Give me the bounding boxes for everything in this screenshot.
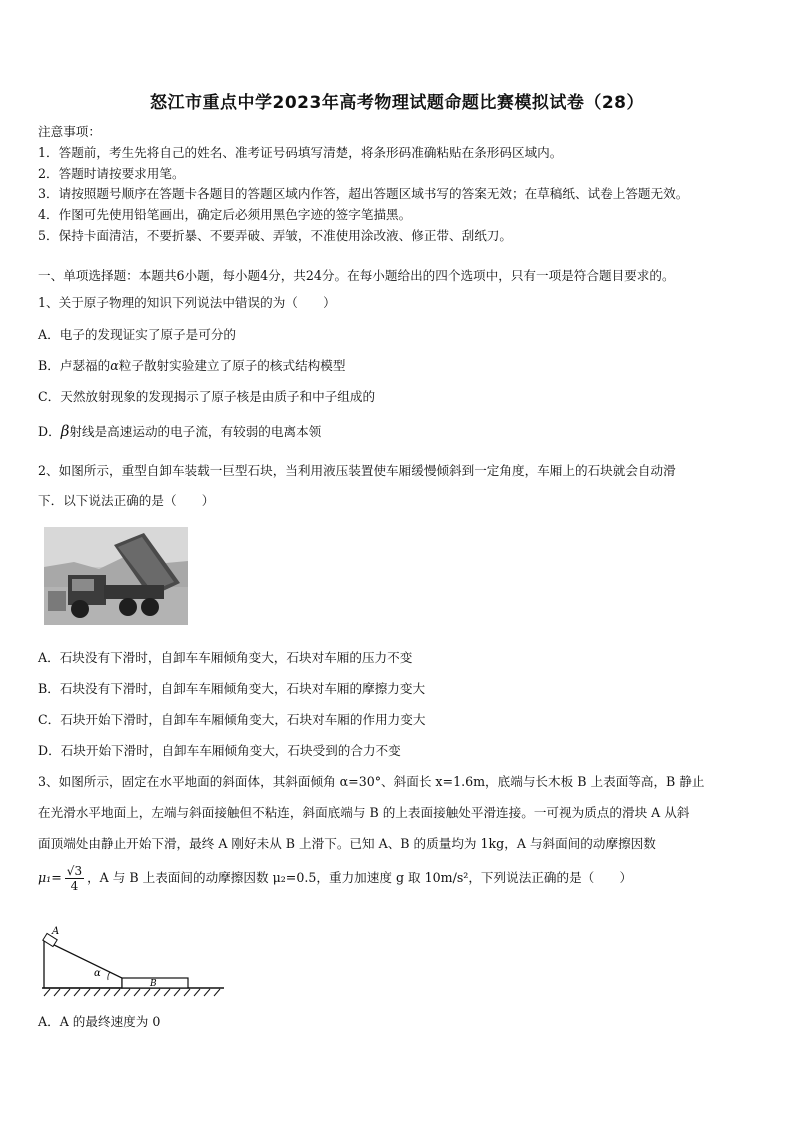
question-3-line-3: 面顶端处由静止开始下滑，最终 A 刚好未从 B 上滑下。已知 A、B 的质量均为 1kg，A 与斜面间的动摩擦因数 [38, 836, 656, 851]
question-2-option-c: C．石块开始下滑时，自卸车车厢倾角变大，石块对车厢的作用力变大 [38, 712, 426, 727]
dump-truck-image [44, 527, 188, 625]
mu1-label: μ₁= [38, 870, 62, 885]
question-1-option-b [38, 355, 345, 374]
notice-item-5: 5．保持卡面清洁，不要折暴、不要弄破、弄皱，不准使用涂改液、修正带、刮纸刀。 [38, 228, 512, 243]
label-alpha: α [94, 968, 101, 979]
section-heading: 一、单项选择题：本题共6小题，每小题4分，共24分。在每小题给出的四个选项中，只有一项是符合题目要求的。 [38, 268, 675, 283]
fraction-numerator: √3 [66, 864, 83, 878]
alpha-symbol: α [110, 358, 119, 373]
beta-symbol: β [60, 422, 70, 440]
question-3-line-4-text: ，A 与 B 上表面间的动摩擦因数 μ₂=0.5，重力加速度 g 取 10m/s²，下列说法正确的是（ ） [87, 870, 633, 885]
question-3-line-4 [38, 864, 632, 893]
incline-body [44, 940, 122, 988]
question-3-line-2: 在光滑水平地面上，左端与斜面接触但不粘连，斜面底端与 B 的上表面接触处平滑连接。一可视为质点的滑块 A 从斜 [38, 805, 690, 820]
question-2-option-d: D．石块开始下滑时，自卸车车厢倾角变大，石块受到的合力不变 [38, 743, 401, 758]
question-2-stem-line-1: 2、如图所示，重型自卸车装载一巨型石块，当利用液压装置使车厢缓慢倾斜到一定角度，车厢上的石块就会自动滑 [38, 463, 676, 478]
ground-hatching [44, 989, 220, 996]
notice-heading: 注意事项： [38, 124, 101, 139]
notice-item-3: 3．请按照题号顺序在答题卡各题目的答题区域内作答，超出答题区域书写的答案无效；在草稿纸、试卷上答题无效。 [38, 186, 689, 201]
page-title: 怒江市重点中学2023年高考物理试题命题比赛模拟试卷（28） [150, 93, 644, 113]
question-3-option-a: A．A 的最终速度为 0 [38, 1014, 161, 1029]
label-b: B [150, 979, 157, 989]
label-a: A [52, 926, 60, 937]
option-b-text: 粒子散射实验建立了原子的核式结构模型 [118, 358, 346, 373]
option-d-text: 射线是高速运动的电子流，有较弱的电离本领 [69, 424, 322, 439]
fraction-denominator: 4 [70, 879, 79, 893]
question-2-option-a: A．石块没有下滑时，自卸车车厢倾角变大，石块对车厢的压力不变 [38, 650, 413, 665]
question-1-option-c: C．天然放射现象的发现揭示了原子核是由质子和中子组成的 [38, 389, 376, 404]
angle-arc [108, 972, 110, 980]
option-b-prefix: B．卢瑟福的 [38, 358, 111, 373]
question-2-option-b: B．石块没有下滑时，自卸车车厢倾角变大，石块对车厢的摩擦力变大 [38, 681, 426, 696]
notice-item-2: 2．答题时请按要求用笔。 [38, 166, 185, 181]
incline-diagram [36, 922, 226, 998]
question-1-option-d [38, 421, 321, 440]
question-3-line-1: 3、如图所示，固定在水平地面的斜面体，其斜面倾角 α=30°、斜面长 x=1.6m，底端与长木板 B 上表面等高，B 静止 [38, 774, 705, 789]
question-2-stem-line-2: 下．以下说法正确的是（ ） [38, 493, 215, 508]
question-1-stem: 1、关于原子物理的知识下列说法中错误的为（ ） [38, 295, 336, 310]
mu1-fraction [65, 864, 84, 893]
option-d-prefix: D． [38, 424, 61, 439]
notice-item-1: 1．答题前，考生先将自己的姓名、准考证号码填写清楚，将条形码准确粘贴在条形码区域内。 [38, 145, 563, 160]
dump-truck-photo [44, 527, 188, 625]
notice-item-4: 4．作图可先使用铅笔画出，确定后必须用黑色字迹的签字笔描黑。 [38, 207, 412, 222]
question-1-option-a: A．电子的发现证实了原子是可分的 [38, 327, 237, 342]
